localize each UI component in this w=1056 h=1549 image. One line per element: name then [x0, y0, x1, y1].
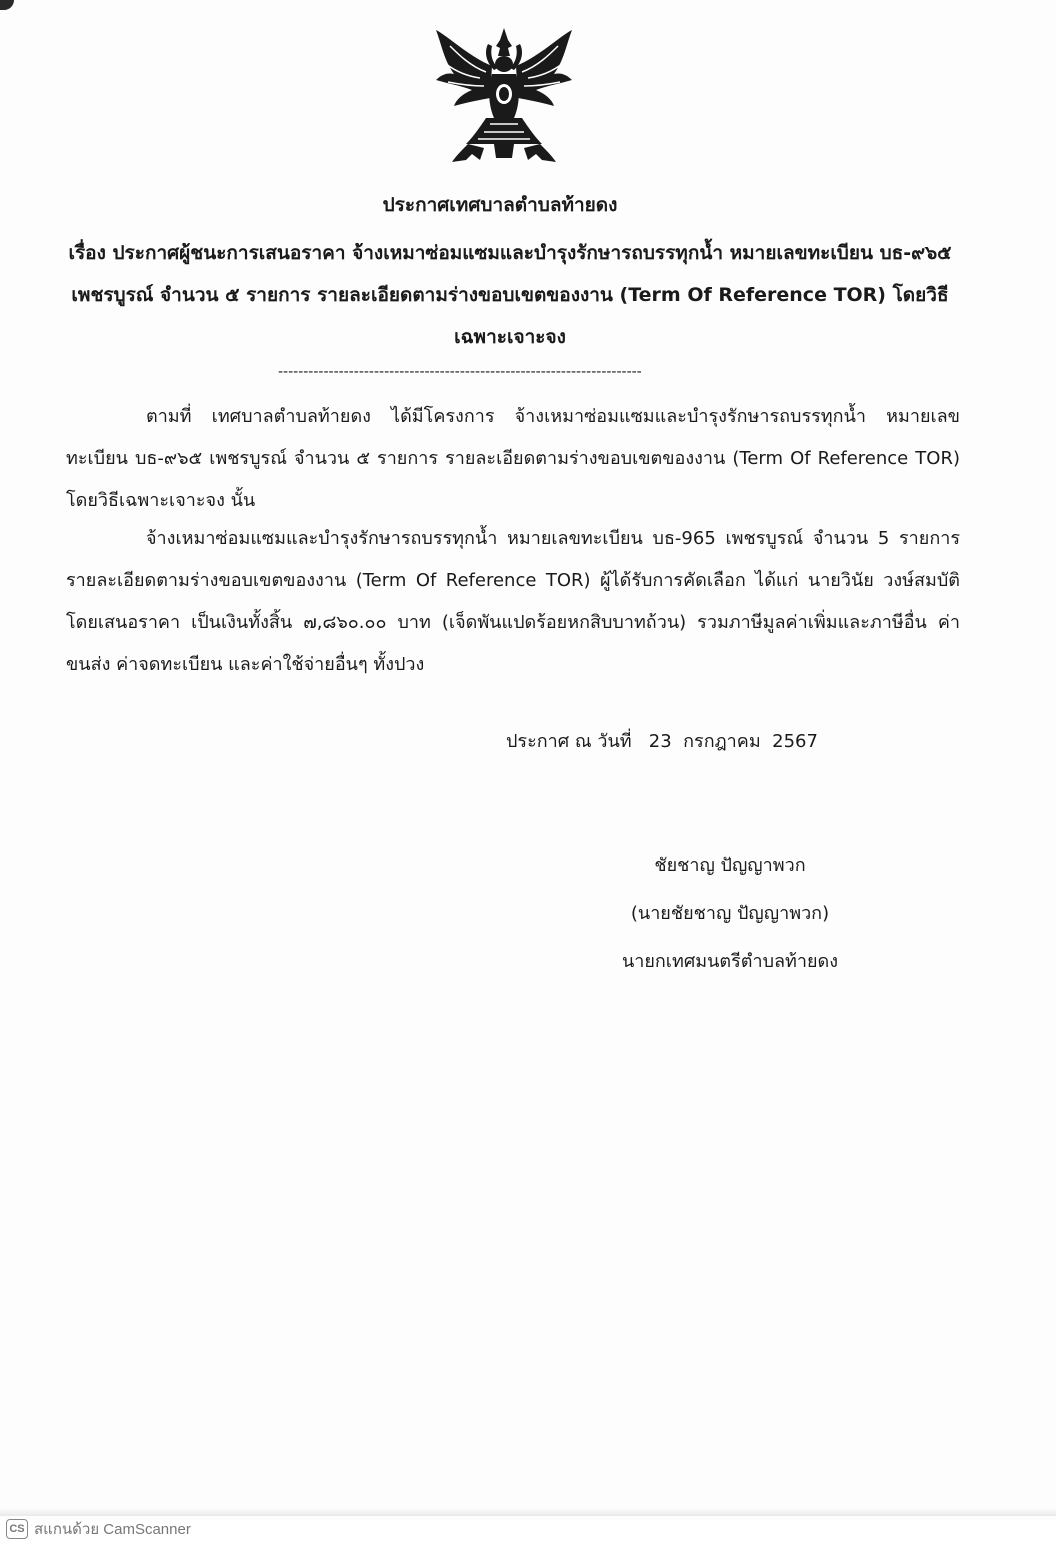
paragraph-1 [66, 396, 960, 522]
signature-position: นายกเทศมนตรีตำบลท้ายดง [621, 951, 839, 972]
document-title: ประกาศเทศบาลตำบลท้ายดง [382, 194, 618, 216]
page-bottom-edge [0, 1508, 1056, 1516]
subject-line-3: เฉพาะเจาะจง [454, 326, 566, 348]
paragraph-2-text: จ้างเหมาซ่อมแซมและบำรุงรักษารถบรรทุกน้ำ หมายเลขทะเบียน บธ-965 เพชรบูรณ์ จำนวน 5 รายการ รายละเอียดตามร่างขอบเขตของงาน (Term Of Reference TOR) ผู้ได้รับการคัดเลือก ได้แก่ นายวินัย วงษ์สมบัติ โดยเสนอราคา เป็นเงินทั้งสิ้น ๗,๘๖๐.๐๐ บาท (เจ็ดพันแปดร้อยหกสิบบาทถ้วน) รวมภาษีมูลค่าเพิ่มและภาษีอื่น ค่าขนส่ง ค่าจดทะเบียน และค่าใช้จ่ายอื่นๆ ทั้งปวง [66, 528, 960, 675]
subject-line-1: เรื่อง ประกาศผู้ชนะการเสนอราคา จ้างเหมาซ่อมแซมและบำรุงรักษารถบรรทุกน้ำ หมายเลขทะเบียน บธ-๙๖๕ [68, 242, 952, 264]
scanner-footer [6, 1518, 191, 1540]
scanner-label: สแกนด้วย CamScanner [34, 1521, 191, 1538]
document-subject [60, 232, 960, 358]
subject-line-2: เพชรบูรณ์ จำนวน ๕ รายการ รายละเอียดตามร่างขอบเขตของงาน (Term Of Reference TOR) โดยวิธี [71, 284, 949, 306]
paragraph-1-text: ตามที่ เทศบาลตำบลท้ายดง ได้มีโครงการ จ้างเหมาซ่อมแซมและบำรุงรักษารถบรรทุกน้ำ หมายเลขทะเบียน บธ-๙๖๕ เพชรบูรณ์ จำนวน ๕ รายการ รายละเอียดตามร่างขอบเขตของงาน (Term Of Reference TOR) โดยวิธีเฉพาะเจาะจง นั้น [66, 406, 960, 511]
camscanner-logo-icon: CS [6, 1519, 28, 1539]
scan-corner-mark [0, 0, 14, 10]
paragraph-2 [66, 518, 960, 686]
garuda-emblem-icon [428, 26, 580, 170]
announcement-date: ประกาศ ณ วันที่ 23 กรกฎาคม 2567 [506, 731, 818, 752]
divider-line: ------------------------------------------------------------------------ [278, 364, 642, 380]
signature-full-name: (นายชัยชาญ ปัญญาพวก) [630, 903, 830, 924]
signature-name: ชัยชาญ ปัญญาพวก [654, 855, 806, 876]
